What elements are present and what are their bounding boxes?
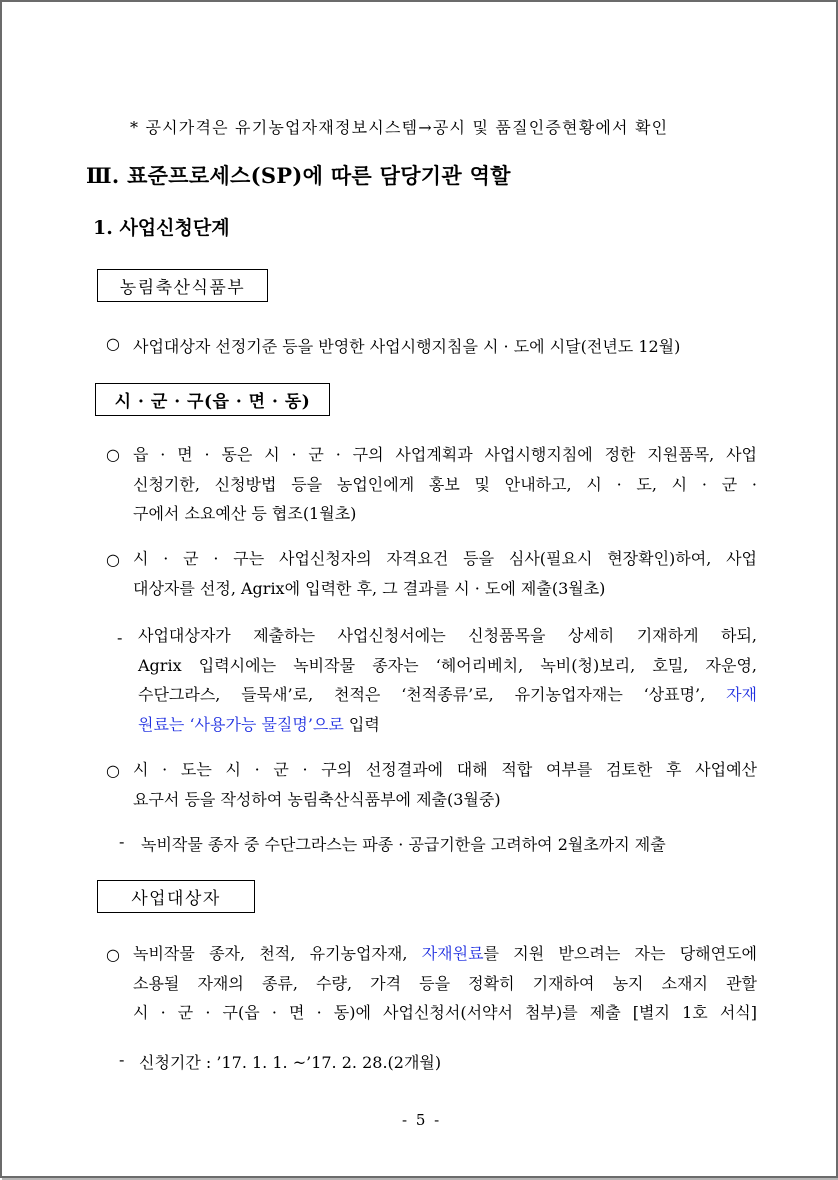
- text-line: 시 · 도는 시 · 군 · 구의 선정결과에 대해 적합 여부를 검토한 후 사업예산: [133, 760, 757, 779]
- local-paragraph-1: [133, 440, 757, 529]
- ministry-box: 농림축산식품부: [97, 269, 268, 302]
- text-segment: 를 지원 받으려는 자는 당해연도에: [483, 944, 757, 963]
- agrix-input-paragraph: [138, 621, 757, 739]
- text-line: 구에서 소요예산 등 협조(1월초): [133, 504, 357, 523]
- text-line: 소용될 자재의 종류, 수량, 가격 등을 정확히 기재하여 농지 소재지 관할: [133, 973, 757, 993]
- text-line: [138, 710, 757, 740]
- text-segment: 입력: [348, 714, 380, 734]
- text-line: 시 · 군 · 구(읍 · 면 · 동)에 사업신청서(서약서 첨부)를 제출 [별지 1호 서식]: [133, 1003, 757, 1022]
- local-paragraph-2: [133, 544, 757, 603]
- text-line: [138, 680, 757, 710]
- application-period: 신청기간 : ’17. 1. 1. ~’17. 2. 28.(2개월): [139, 1053, 442, 1072]
- text-line: 대상자를 선정, Agrix에 입력한 후, 그 결과를 시 · 도에 제출(3월초): [133, 578, 606, 598]
- bullet-circle: ○: [106, 761, 120, 780]
- dash-marker: -: [117, 628, 123, 647]
- local-government-box: 시 · 군 · 구(읍 · 면 · 동): [95, 383, 330, 416]
- text-line: 사업대상자가 제출하는 사업신청서에는 신청품목을 상세히 기재하게 하되,: [138, 626, 757, 645]
- section-heading: Ⅲ. 표준프로세스(SP)에 따른 담당기관 역할: [86, 163, 511, 188]
- province-paragraph: [133, 755, 757, 814]
- text-line: [133, 939, 757, 969]
- price-note: * 공시가격은 유기농업자재정보시스템→공시 및 품질인증현황에서 확인: [130, 118, 669, 137]
- ministry-paragraph: 사업대상자 선정기준 등을 반영한 사업시행지침을 시 · 도에 시달(전년도 12월): [133, 337, 681, 356]
- text-line: 신청기한, 신청방법 등을 농업인에게 홍보 및 안내하고, 시 · 도, 시 · 군 ·: [133, 474, 757, 494]
- target-box: 사업대상자: [97, 880, 255, 913]
- text-segment: 녹비작물 종자, 천적, 유기농업자재,: [133, 944, 408, 963]
- bullet-circle: ○: [106, 550, 120, 569]
- bullet-circle: ○: [106, 445, 120, 464]
- text-line: 요구서 등을 작성하여 농림축산식품부에 제출(3월중): [133, 789, 501, 809]
- highlighted-text: 자재: [726, 685, 757, 704]
- text-line: 읍 · 면 · 동은 시 · 군 · 구의 사업계획과 사업시행지침에 정한 지원품목, 사업: [133, 445, 757, 464]
- highlighted-text: 자재원료: [421, 944, 484, 963]
- bullet-circle: ○: [106, 334, 120, 353]
- sudangrass-note: 녹비작물 종자 중 수단그라스는 파종 · 공급기한을 고려하여 2월초까지 제출: [141, 835, 666, 854]
- text-line: 시 · 군 · 구는 사업신청자의 자격요건 등을 심사(필요시 현장확인)하여, 사업: [133, 549, 757, 568]
- bullet-circle: ○: [106, 945, 120, 964]
- page-number: - 5 -: [402, 1111, 442, 1129]
- subsection-heading: 1. 사업신청단계: [93, 217, 230, 239]
- dash-marker: -: [119, 832, 125, 851]
- highlighted-text: 원료는 ‘사용가능 물질명’으로: [138, 714, 344, 734]
- dash-marker: -: [119, 1050, 125, 1069]
- text-line: Agrix 입력시에는 녹비작물 종자는 ‘헤어리베치, 녹비(청)보리, 호밀, 자운영,: [138, 655, 757, 675]
- text-segment: 수단그라스, 들묵새’로, 천적은 ‘천적종류’로, 유기농업자재는 ‘상표명’,: [138, 685, 706, 704]
- applicant-paragraph: [133, 939, 757, 1028]
